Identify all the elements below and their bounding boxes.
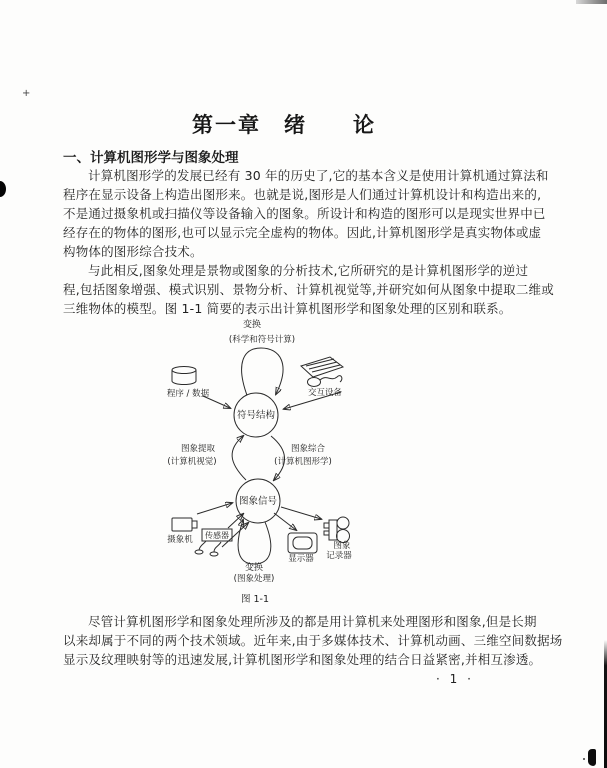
- scan-artifact-top-smudge: [576, 0, 607, 4]
- scan-artifact-ink-blob: [588, 749, 596, 766]
- text-line: 显示及纹理映射等的迅速发展,计算机图形学和图象处理的结合日益紧密,并相互渗透。: [63, 652, 542, 667]
- sensor-label: 传感器: [205, 531, 229, 540]
- image-signal-label: 图象信号: [238, 496, 278, 507]
- interactive-devices-label: 交互设备: [307, 388, 343, 398]
- database-cylinder-icon: [172, 367, 196, 385]
- paragraph-2: [63, 261, 554, 318]
- transform-top-label: 变换: [242, 320, 262, 330]
- arrow-camera-to-signal: [197, 503, 232, 514]
- monitor-icon: [288, 533, 317, 553]
- chapter-title: 第一章 绪 论: [192, 113, 376, 137]
- arc-image-extraction: [232, 436, 246, 480]
- text-line: 程序在显示设备上构造出图形来。也就是说,图形是人们通过计算机设计和构造出来的,: [63, 187, 542, 202]
- transform-bottom-sublabel: (图象处理): [233, 574, 275, 584]
- image-recorder-icon: [324, 517, 350, 543]
- image-extraction-sublabel: (计算机视觉): [167, 457, 217, 467]
- recorder-label-line2: 记录器: [326, 551, 352, 561]
- figure-caption: 图 1-1: [240, 594, 270, 605]
- figure-1-1-diagram: [140, 312, 400, 608]
- text-line: 不是通过摄象机或扫描仪等设备输入的图象。所设计和构造的图形可以是现实世界中已: [63, 206, 546, 221]
- scan-artifact-edge-line: [604, 640, 607, 768]
- text-line: 以来却属于不同的两个技术领域。近年来,由于多媒体技术、计算机动画、三维空间数据场: [63, 633, 563, 648]
- arrow-signal-to-monitor: [274, 513, 296, 530]
- text-line: 尽管计算机图形学和图象处理所涉及的都是用计算机来处理图形和图象,但是长期: [88, 614, 537, 629]
- image-synthesis-sublabel: (计算机图形学): [274, 457, 332, 467]
- transform-top-sublabel: (科学和符号计算): [228, 335, 296, 345]
- image-extraction-label: 图象提取: [180, 444, 216, 454]
- camera-label: 摄象机: [167, 535, 193, 545]
- text-line: 构物体的图形综合技术。: [63, 244, 203, 259]
- scan-artifact-ink-dot: [583, 758, 585, 760]
- loop-symbolic-transform: [242, 348, 283, 398]
- scan-artifact-plus-mark: +: [22, 88, 31, 99]
- paragraph-3: [63, 612, 563, 669]
- text-line: 计算机图形学的发展已经有 30 年的历史了,它的基本含义是使用计算机通过算法和: [88, 168, 549, 183]
- camera-icon: [172, 518, 197, 531]
- paragraph-1: [63, 166, 549, 261]
- page-number: · 1 ·: [436, 672, 474, 686]
- text-line: 三维物体的模型。图 1-1 简要的表示出计算机图形学和图象处理的区别和联系。: [63, 301, 512, 316]
- recorder-label-line1: 图象: [333, 541, 351, 551]
- arrow-signal-to-recorder: [281, 507, 321, 519]
- text-line: 程,包括图象增强、模式识别、景物分析、计算机视觉等,并研究如何从图象中提取二维或: [63, 282, 554, 297]
- section-heading: 一、计算机图形学与图象处理: [63, 150, 239, 166]
- scan-artifact-hole-mark: [0, 181, 6, 197]
- symbol-structure-label: 符号结构: [236, 410, 276, 421]
- program-data-label: 程序 / 数据: [166, 389, 210, 399]
- transform-bottom-label: 变换: [244, 563, 264, 573]
- image-synthesis-label: 图象综合: [290, 444, 326, 454]
- text-line: 与此相反,图象处理是景物或图象的分析技术,它所研究的是计算机图形学的逆过: [88, 263, 529, 278]
- keyboard-mouse-icon: [301, 357, 343, 387]
- loop-image-transform: [238, 520, 271, 564]
- monitor-label: 显示器: [288, 554, 314, 564]
- text-line: 经存在的物体的图形,也可以显示完全虚构的物体。因此,计算机图形学是真实物体或虚: [63, 225, 542, 240]
